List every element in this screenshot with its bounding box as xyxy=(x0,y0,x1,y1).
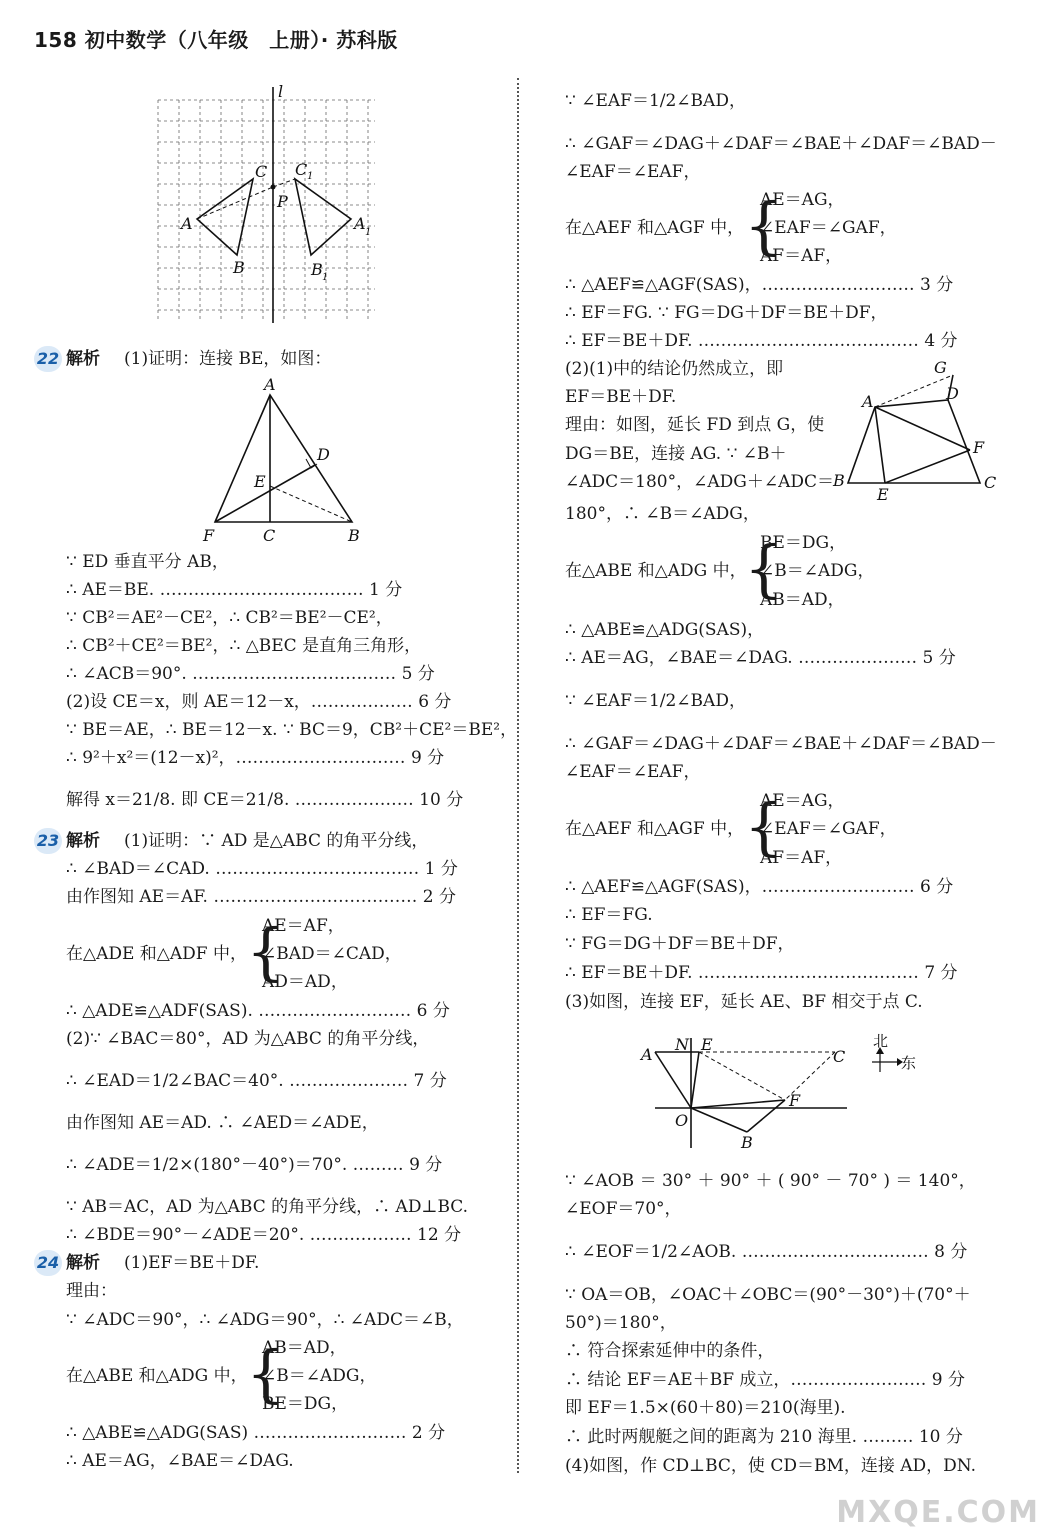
q23-line-10: 由作图知 AE＝AD. ∴ ∠AED＝∠ADE， xyxy=(66,1113,379,1133)
figure-navigation xyxy=(635,1030,925,1155)
q24-line-2: ∵ ∠ADC＝90°，∴ ∠ADG＝90°，∴ ∠ADC＝∠B， xyxy=(66,1310,464,1330)
label-F: F xyxy=(789,1091,801,1110)
q22-line-5: ∴ ∠ACB＝90°. ……………………………… 5 分 xyxy=(66,664,435,684)
right-line-35: ∠EOF＝70°， xyxy=(565,1199,682,1219)
label-O: O xyxy=(675,1111,689,1130)
right-line-22: ∵ ∠EAF＝1/2∠BAD， xyxy=(565,691,746,711)
q23-line-12: ∵ AB＝AC，AD 为△ABC 的角平分线，∴ AD⊥BC. xyxy=(66,1197,469,1217)
right-line-18: ∠B＝∠ADG， xyxy=(760,561,875,581)
right-line-14: ∠ADC＝180°，∠ADG＋∠ADC＝ xyxy=(565,472,834,492)
q24-line-5: ∠B＝∠ADG， xyxy=(262,1366,377,1386)
figure-grid-reflection xyxy=(155,85,380,325)
label-D: D xyxy=(317,445,330,464)
right-line-33: (3)如图，连接 EF，延长 AE、BF 相交于点 C. xyxy=(565,992,923,1012)
figure-quadrilateral-ABCD xyxy=(830,355,1005,505)
label-C: C xyxy=(833,1047,846,1066)
label-B1: B xyxy=(311,260,323,279)
right-line-17: BE＝DG， xyxy=(760,533,847,553)
q22-line-9: 解得 x＝21/8. 即 CE＝21/8. ………………… 10 分 xyxy=(66,790,464,810)
label-P: P xyxy=(277,192,288,211)
right-line-9: ∴ EF＝BE＋DF. ………………………………… 4 分 xyxy=(565,331,958,351)
right-line-2: ∠EAF＝∠EAF， xyxy=(565,162,701,182)
right-line-1: ∴ ∠GAF＝∠DAG＋∠DAF＝∠BAE＋∠DAF＝∠BAD－ xyxy=(565,134,997,154)
label-E: E xyxy=(254,472,266,491)
q23-line-3: 在△ADE 和△ADF 中， xyxy=(66,944,247,964)
q24-line-0: (1)EF＝BE＋DF. xyxy=(124,1253,260,1273)
right-line-41: 即 EF＝1.5×(60＋80)＝210(海里). xyxy=(565,1398,846,1418)
right-line-28: AF＝AF， xyxy=(760,848,843,868)
label-C: C xyxy=(263,526,276,545)
q24-line-1: 理由： xyxy=(66,1281,117,1301)
q22-label: 解析 xyxy=(66,349,100,369)
q24-line-3: 在△ABE 和△ADG 中， xyxy=(66,1366,248,1386)
q24-label: 解析 xyxy=(66,1253,100,1273)
figure-triangle-ABF xyxy=(200,375,370,545)
q23-line-11: ∴ ∠ADE＝1/2×(180°－40°)＝70°. ……… 9 分 xyxy=(66,1155,443,1175)
right-line-4: AE＝AG， xyxy=(760,190,845,210)
q24-line-8: ∴ AE＝AG，∠BAE＝∠DAG. xyxy=(66,1451,294,1471)
q23-line-2: 由作图知 AE＝AF. ……………………………… 2 分 xyxy=(66,887,456,907)
label-F: F xyxy=(203,526,215,545)
question-number-23: 23 xyxy=(34,828,62,854)
q22-line-0: (1)证明：连接 BE，如图： xyxy=(124,349,332,369)
label-C1: C xyxy=(295,160,308,179)
label-A: A xyxy=(181,214,193,233)
right-line-3: 在△AEF 和△AGF 中， xyxy=(565,218,745,238)
right-line-39: ∴ 符合探索延伸中的条件， xyxy=(565,1341,775,1361)
compass-east: 东 xyxy=(901,1054,917,1072)
q23-line-6: AD＝AD， xyxy=(262,972,348,992)
right-line-29: ∴ △AEF≌△AGF(SAS)，……………………… 6 分 xyxy=(565,877,954,897)
q23-line-9: ∴ ∠EAD＝1/2∠BAC＝40°. ………………… 7 分 xyxy=(66,1071,447,1091)
brace: { xyxy=(744,532,784,605)
right-line-31: ∵ FG＝DG＋DF＝BE＋DF， xyxy=(565,934,795,954)
q24-line-6: BE＝DG， xyxy=(262,1394,349,1414)
right-line-19: AB＝AD， xyxy=(760,590,845,610)
label-N: N xyxy=(675,1035,689,1054)
q23-line-5: ∠BAD＝∠CAD， xyxy=(262,944,402,964)
right-line-10: (2)(1)中的结论仍然成立，即 xyxy=(565,359,784,379)
label-A1: A xyxy=(354,214,366,233)
right-line-7: ∴ △AEF≌△AGF(SAS)，……………………… 3 分 xyxy=(565,275,954,295)
label-A: A xyxy=(862,392,874,411)
label-B: B xyxy=(741,1133,753,1152)
question-number-22: 22 xyxy=(34,346,62,372)
right-line-43: (4)如图，作 CD⊥BC，使 CD＝BM，连接 AD，DN. xyxy=(565,1456,976,1476)
right-line-32: ∴ EF＝BE＋DF. ………………………………… 7 分 xyxy=(565,963,958,983)
right-line-21: ∴ AE＝AG，∠BAE＝∠DAG. ………………… 5 分 xyxy=(565,648,956,668)
right-line-30: ∴ EF＝FG. xyxy=(565,905,653,925)
label-D: D xyxy=(946,384,959,403)
right-line-27: ∠EAF＝∠GAF， xyxy=(760,819,897,839)
label-B: B xyxy=(233,258,245,277)
right-line-0: ∵ ∠EAF＝1/2∠BAD， xyxy=(565,91,746,111)
label-C: C xyxy=(984,473,997,492)
brace: { xyxy=(246,915,286,988)
label-E: E xyxy=(701,1035,713,1054)
right-line-36: ∴ ∠EOF＝1/2∠AOB. …………………………… 8 分 xyxy=(565,1242,968,1262)
label-G: G xyxy=(934,358,947,377)
label-C1-sub: 1 xyxy=(307,171,314,182)
right-line-25: 在△AEF 和△AGF 中， xyxy=(565,819,745,839)
right-line-6: AF＝AF， xyxy=(760,246,843,266)
right-line-11: EF＝BE＋DF. xyxy=(565,387,677,407)
label-B: B xyxy=(833,471,845,490)
label-A: A xyxy=(641,1045,653,1064)
q23-line-1: ∴ ∠BAD＝∠CAD. ……………………………… 1 分 xyxy=(66,859,458,879)
page-header: 158 初中数学（八年级 上册）· 苏科版 xyxy=(34,28,398,52)
question-number-24: 24 xyxy=(34,1250,62,1276)
label-C: C xyxy=(255,162,268,181)
q24-line-4: AB＝AD， xyxy=(262,1338,347,1358)
q22-line-1: ∵ ED 垂直平分 AB， xyxy=(66,552,229,572)
right-line-8: ∴ EF＝FG. ∵ FG＝DG＋DF＝BE＋DF， xyxy=(565,303,888,323)
q23-line-7: ∴ △ADE≌△ADF(SAS). ……………………… 6 分 xyxy=(66,1001,450,1021)
q24-line-7: ∴ △ABE≌△ADG(SAS) ……………………… 2 分 xyxy=(66,1423,446,1443)
label-E: E xyxy=(877,485,889,504)
brace: { xyxy=(246,1337,286,1410)
q22-line-4: ∴ CB²＋CE²＝BE²，∴ △BEC 是直角三角形， xyxy=(66,636,422,656)
compass-north: 北 xyxy=(873,1032,889,1050)
q22-line-3: ∵ CB²＝AE²－CE²，∴ CB²＝BE²－CE²， xyxy=(66,608,393,628)
q23-label: 解析 xyxy=(66,831,100,851)
right-line-15: 180°，∴ ∠B＝∠ADG， xyxy=(565,504,760,524)
q23-line-0: (1)证明：∵ AD 是△ABC 的角平分线， xyxy=(124,831,429,851)
right-line-24: ∠EAF＝∠EAF， xyxy=(565,762,701,782)
watermark: MXQE.COM xyxy=(836,1495,1040,1530)
q22-line-2: ∴ AE＝BE. ……………………………… 1 分 xyxy=(66,580,403,600)
label-A1-sub: 1 xyxy=(365,227,372,238)
right-line-40: ∴ 结论 EF＝AE＋BF 成立，…………………… 9 分 xyxy=(565,1370,966,1390)
q22-line-7: ∵ BE＝AE，∴ BE＝12－x. ∵ BC＝9，CB²＋CE²＝BE²， xyxy=(66,720,518,740)
label-F: F xyxy=(973,438,985,457)
q22-line-8: ∴ 9²＋x²＝(12－x)²，………………………… 9 分 xyxy=(66,748,445,768)
q22-line-6: (2)设 CE＝x，则 AE＝12－x，……………… 6 分 xyxy=(66,692,452,712)
label-A: A xyxy=(264,375,276,394)
label-B: B xyxy=(348,526,360,545)
right-line-13: DG＝BE，连接 AG. ∵ ∠B＋ xyxy=(565,444,787,464)
right-line-38: 50°)＝180°， xyxy=(565,1313,677,1333)
right-line-23: ∴ ∠GAF＝∠DAG＋∠DAF＝∠BAE＋∠DAF＝∠BAD－ xyxy=(565,734,997,754)
right-line-37: ∵ OA＝OB，∠OAC＋∠OBC＝(90°－30°)＋(70°＋ xyxy=(565,1285,971,1305)
label-B1-sub: 1 xyxy=(322,272,329,283)
brace: { xyxy=(744,189,784,262)
label-l: l xyxy=(278,85,284,101)
right-line-16: 在△ABE 和△ADG 中， xyxy=(565,561,747,581)
column-divider xyxy=(517,78,519,1473)
right-line-34: ∵ ∠AOB ＝ 30° ＋ 90° ＋ ( 90° － 70° ) ＝ 140°， xyxy=(565,1171,976,1191)
q23-line-13: ∴ ∠BDE＝90°－∠ADE＝20°. ……………… 12 分 xyxy=(66,1225,462,1245)
brace: { xyxy=(744,790,784,863)
q23-line-8: (2)∵ ∠BAC＝80°，AD 为△ABC 的角平分线， xyxy=(66,1029,430,1049)
right-line-26: AE＝AG， xyxy=(760,791,845,811)
right-line-20: ∴ △ABE≌△ADG(SAS)， xyxy=(565,620,765,640)
q23-line-4: AE＝AF， xyxy=(262,916,345,936)
right-line-5: ∠EAF＝∠GAF， xyxy=(760,218,897,238)
right-line-12: 理由：如图，延长 FD 到点 G，使 xyxy=(565,415,825,435)
right-line-42: ∴ 此时两舰艇之间的距离为 210 海里. ……… 10 分 xyxy=(565,1427,963,1447)
